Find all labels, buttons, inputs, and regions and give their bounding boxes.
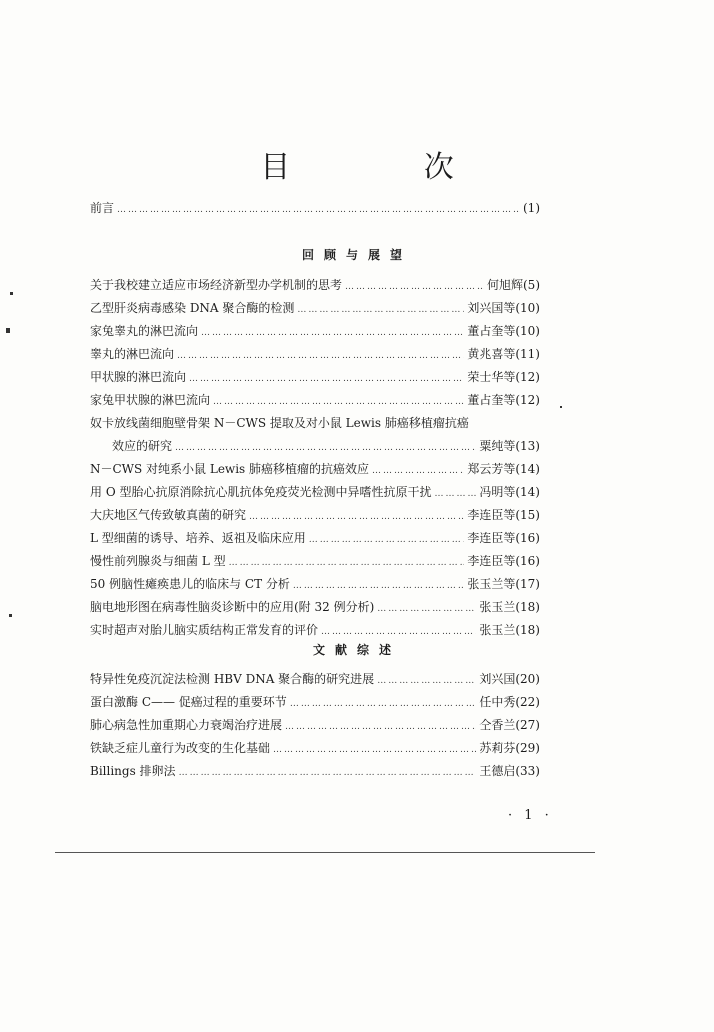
entry-author-page: 刘兴国等(10) [467, 301, 540, 315]
scan-speck [9, 614, 12, 617]
entry-author-page: 李连臣等(15) [467, 508, 540, 522]
entry-author-page: 董占奎等(10) [467, 324, 540, 338]
toc-entry [90, 552, 540, 575]
scan-speck [560, 406, 562, 408]
toc-entry [90, 716, 540, 739]
toc-section-literature-review [90, 670, 540, 785]
toc-entry [90, 575, 540, 598]
leader-dots [201, 328, 464, 338]
toc-entry [90, 276, 540, 299]
toc-entry [90, 598, 540, 621]
toc-entry [90, 437, 540, 460]
entry-title: 特异性免疫沉淀法检测 HBV DNA 聚合酶的研究进展 [90, 672, 375, 686]
entry-title: 50 例脑性瘫痪患儿的临床与 CT 分析 [90, 577, 290, 591]
toc-entry [90, 483, 540, 506]
bottom-rule [55, 852, 595, 853]
leader-dots [290, 699, 477, 709]
section-heading: 回顾与展望 [301, 248, 412, 262]
leader-dots [213, 397, 464, 407]
entry-title: 甲状腺的淋巴流向 [90, 370, 187, 384]
toc-entry [90, 762, 540, 785]
entry-title: 前言 [90, 201, 115, 215]
entry-title: 脑电地形图在病毒性脑炎诊断中的应用(附 32 例分析) [90, 600, 375, 614]
entry-author-page: 李连臣等(16) [467, 554, 540, 568]
entry-author-page: 仝香兰(27) [479, 718, 540, 732]
page-title: 目 次 [260, 150, 516, 185]
entry-author-page: 郑云芳等(14) [467, 462, 540, 476]
toc-entry [90, 368, 540, 391]
section-heading: 文献综述 [312, 643, 401, 657]
entry-title: 家兔睾丸的淋巴流向 [90, 324, 199, 338]
leader-dots [189, 374, 464, 384]
entry-title: 大庆地区气传致敏真菌的研究 [90, 508, 247, 522]
entry-title: 睾丸的淋巴流向 [90, 347, 175, 361]
entry-author-page: 黄兆喜等(11) [467, 347, 540, 361]
leader-dots [321, 627, 476, 637]
toc-section-review [90, 276, 540, 644]
entry-author-page: 任中秀(22) [479, 695, 540, 709]
leader-dots [377, 604, 476, 614]
leader-dots [297, 305, 464, 315]
entry-author-page: 董占奎等(12) [467, 393, 540, 407]
entry-title: 家兔甲状腺的淋巴流向 [90, 393, 211, 407]
entry-title: Billings 排卵法 [90, 764, 176, 778]
toc-entry [90, 345, 540, 368]
entry-title: 肺心病急性加重期心力衰竭治疗进展 [90, 718, 283, 732]
toc-entry [90, 670, 540, 693]
leader-dots [273, 745, 476, 755]
leader-dots [179, 768, 477, 778]
toc-entry [90, 739, 540, 762]
toc-entry [90, 693, 540, 716]
leader-dots [177, 351, 464, 361]
entry-title: L 型细菌的诱导、培养、返祖及临床应用 [90, 531, 306, 545]
entry-title: 蛋白激酶 C—— 促癌过程的重要环节 [90, 695, 287, 709]
toc-entry [90, 529, 540, 552]
page-number: · 1 · [508, 808, 553, 823]
toc-entry [90, 506, 540, 529]
entry-title: 用 O 型胎心抗原消除抗心肌抗体免疫荧光检测中异嗜性抗原干扰 [90, 485, 432, 499]
entry-page: (1) [523, 201, 540, 215]
leader-dots [229, 558, 465, 568]
leader-dots [309, 535, 465, 545]
entry-author-page: 冯明等(14) [479, 485, 540, 499]
leader-dots [345, 282, 484, 292]
leader-dots [249, 512, 464, 522]
entry-title: 奴卡放线菌细胞壁骨架 N－CWS 提取及对小鼠 Lewis 肺癌移植瘤抗癌 [90, 416, 469, 430]
entry-author-page: 荣士华等(12) [467, 370, 540, 384]
entry-title: 实时超声对胎儿脑实质结构正常发育的评价 [90, 623, 319, 637]
entry-title: 乙型肝炎病毒感染 DNA 聚合酶的检测 [90, 301, 295, 315]
scan-speck [10, 292, 13, 295]
entry-author-page: 苏莉芬(29) [479, 741, 540, 755]
entry-author-page: 何旭辉(5) [486, 278, 540, 292]
entry-author-page: 张玉兰(18) [479, 623, 540, 637]
entry-author-page: 张玉兰(18) [479, 600, 540, 614]
toc-entry-preface [90, 199, 540, 216]
entry-title: 慢性前列腺炎与细菌 L 型 [90, 554, 226, 568]
scan-speck [6, 328, 10, 333]
leader-dots [285, 722, 476, 732]
leader-dots [117, 205, 520, 215]
entry-author-page: 张玉兰等(17) [467, 577, 540, 591]
entry-title: 铁缺乏症儿童行为改变的生化基础 [90, 741, 271, 755]
entry-title: N－CWS 对纯系小鼠 Lewis 肺癌移植瘤的抗癌效应 [90, 462, 370, 476]
leader-dots [293, 581, 464, 591]
leader-dots [372, 466, 464, 476]
entry-title: 关于我校建立适应市场经济新型办学机制的思考 [90, 278, 343, 292]
toc-entry [90, 414, 540, 437]
leader-dots [434, 489, 476, 499]
entry-title: 效应的研究 [112, 439, 173, 453]
entry-author-page: 刘兴国(20) [479, 672, 540, 686]
entry-author-page: 粟纯等(13) [479, 439, 540, 453]
toc-entry [90, 391, 540, 414]
entry-author-page: 李连臣等(16) [467, 531, 540, 545]
toc-entry [90, 322, 540, 345]
toc-entry [90, 460, 540, 483]
leader-dots [175, 443, 476, 453]
entry-author-page: 王德启(33) [479, 764, 540, 778]
toc-entry [90, 299, 540, 322]
leader-dots [377, 676, 476, 686]
